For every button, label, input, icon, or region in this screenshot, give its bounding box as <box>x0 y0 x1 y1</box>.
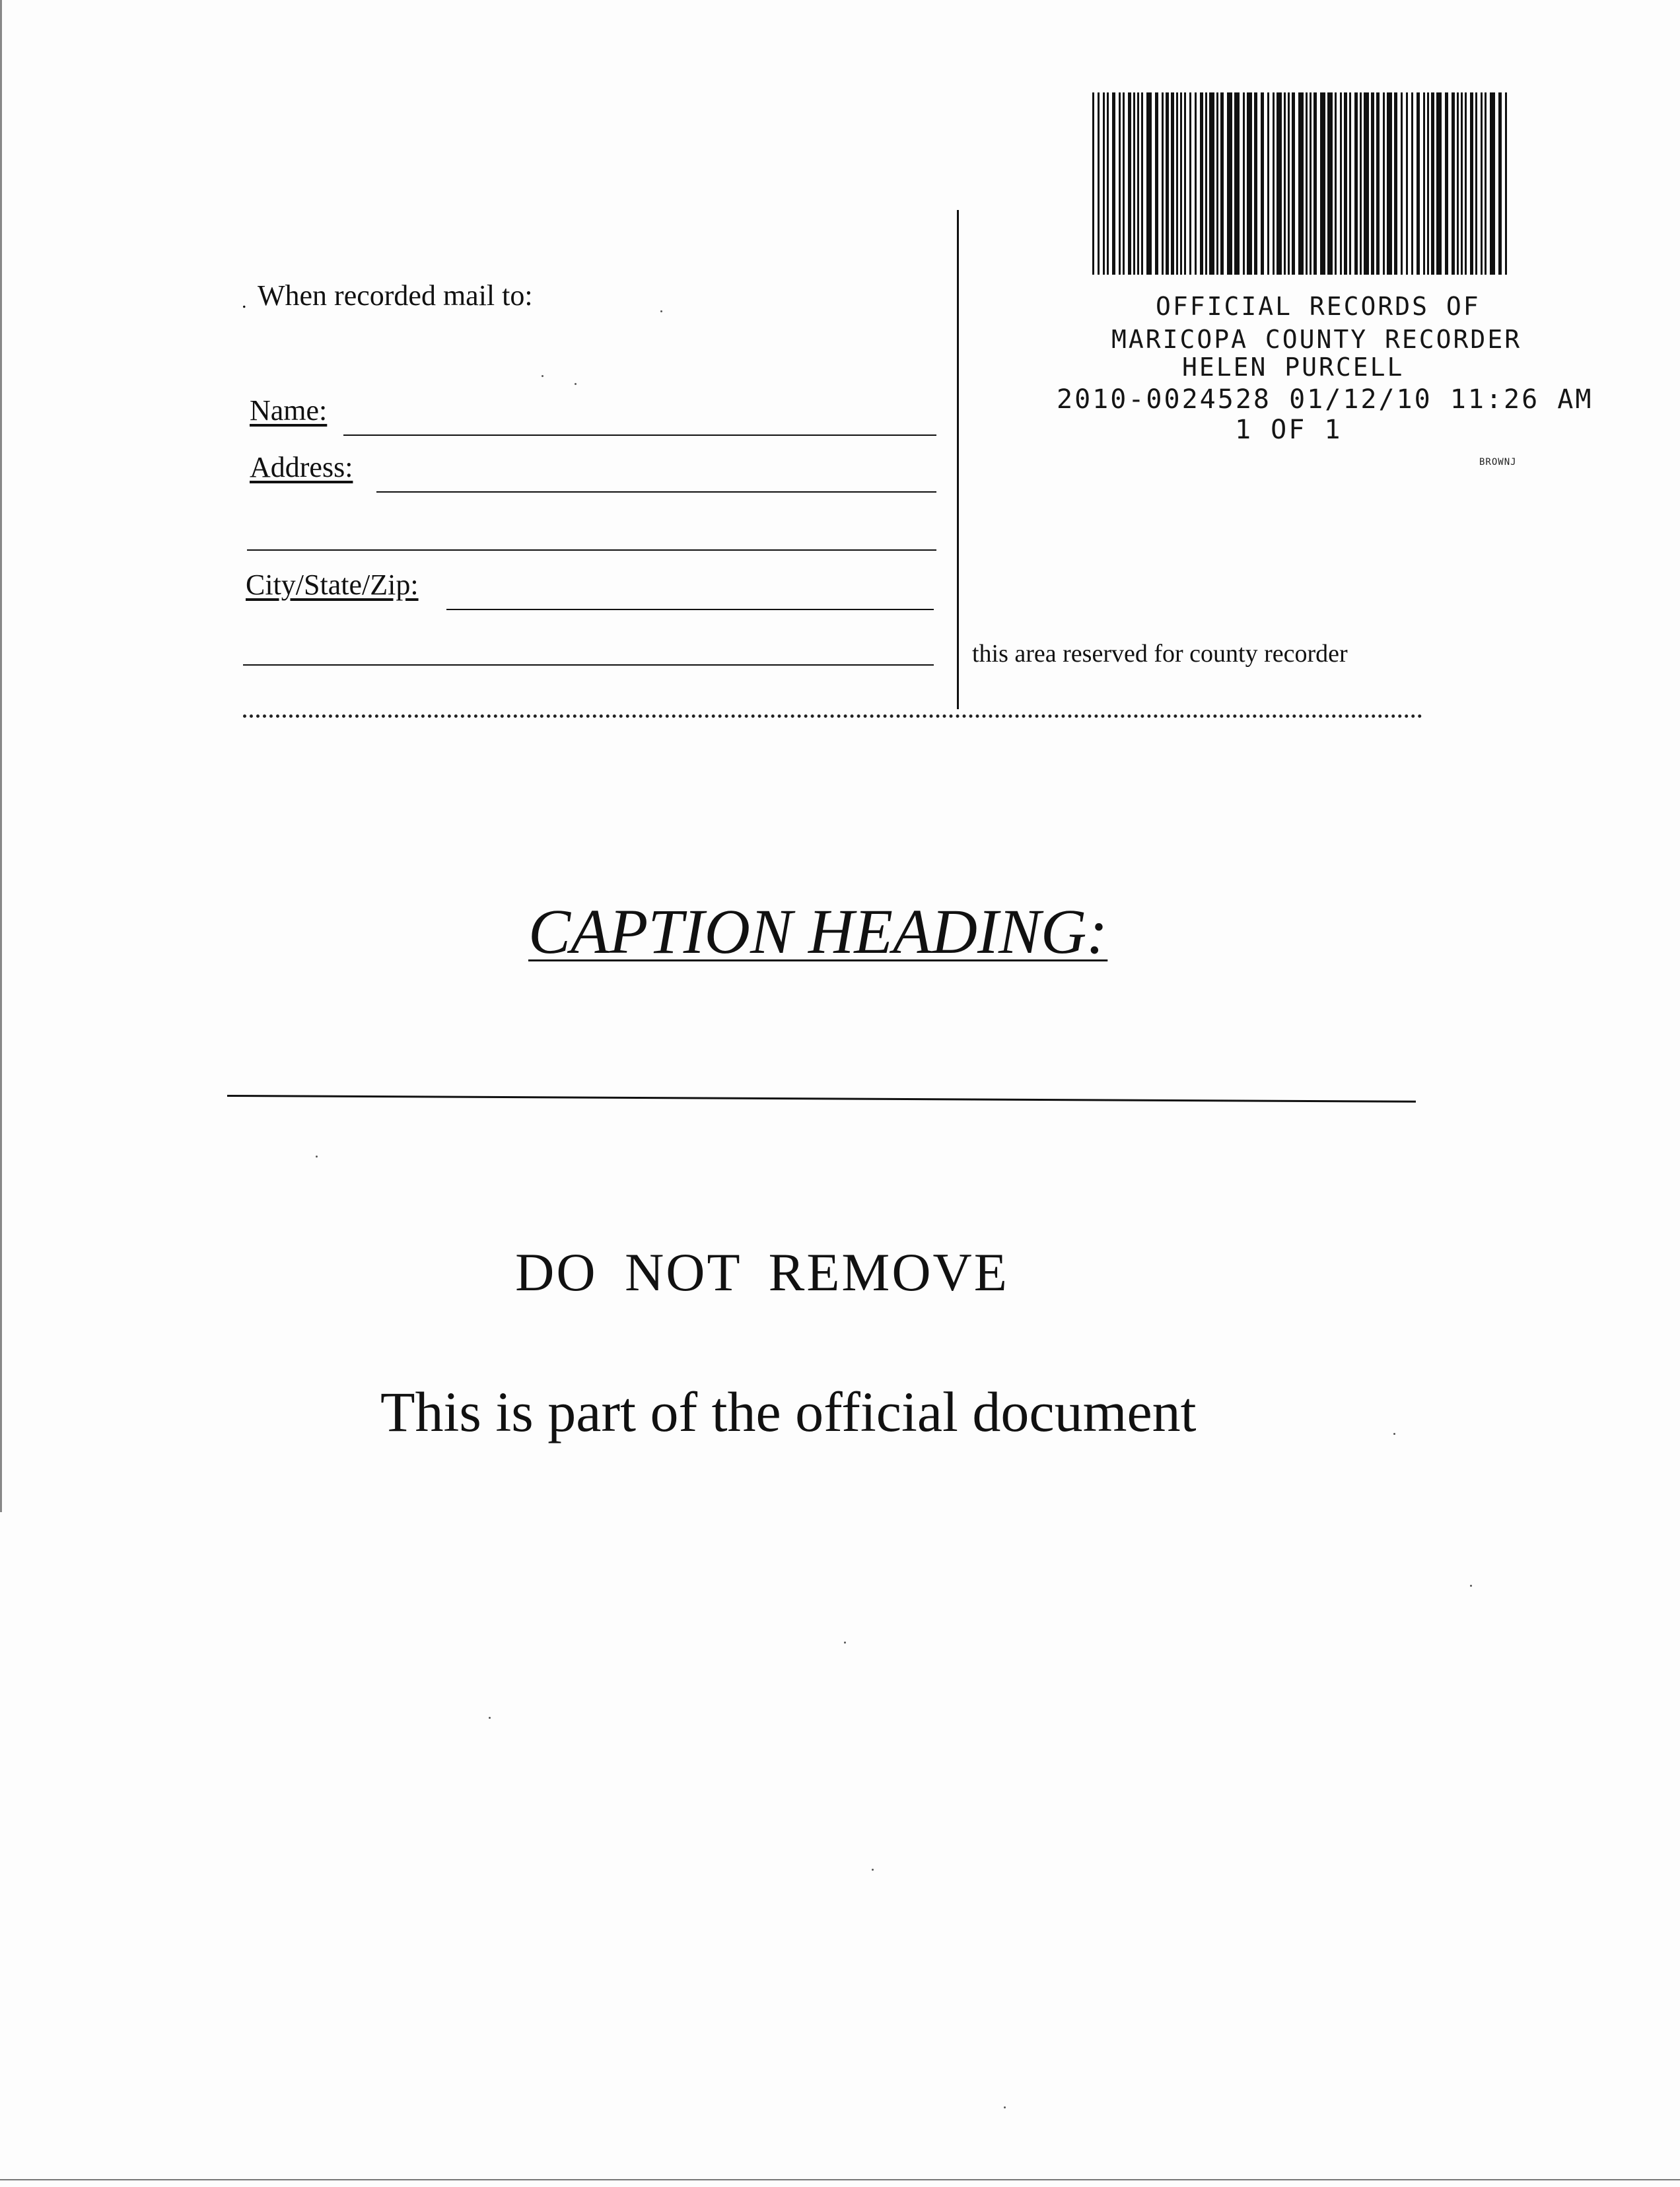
stamp-line-county-recorder: MARICOPA COUNTY RECORDER <box>1111 325 1522 354</box>
scan-speck <box>489 1717 491 1719</box>
barcode-bar <box>1200 92 1203 275</box>
barcode-bar <box>1417 92 1420 275</box>
barcode-bar <box>1498 92 1502 275</box>
barcode-bar <box>1166 92 1169 275</box>
scan-speck <box>872 1869 874 1871</box>
barcode-bar <box>1234 92 1240 275</box>
barcode-bar <box>1133 92 1135 275</box>
barcode-bar <box>1227 92 1232 275</box>
barcode-bar <box>1092 92 1094 275</box>
barcode-bar <box>1220 92 1224 275</box>
city-state-zip-label: City/State/Zip: <box>246 569 419 601</box>
barcode-bar <box>1103 92 1105 275</box>
barcode-bar <box>1461 92 1463 275</box>
scan-speck <box>844 1642 846 1644</box>
barcode-bar <box>1216 92 1218 275</box>
mail-to-heading <box>242 279 533 312</box>
barcode-bar <box>1340 92 1342 275</box>
barcode-bar <box>1284 92 1286 275</box>
official-document-notice: This is part of the official document <box>380 1380 1197 1443</box>
barcode-bar <box>1475 92 1477 275</box>
barcode-bar <box>1470 92 1473 275</box>
barcode-bar <box>1180 92 1182 275</box>
barcode-bar <box>1261 92 1264 275</box>
barcode-bar <box>1427 92 1429 275</box>
do-not-remove-notice: DO NOT REMOVE <box>515 1242 1009 1302</box>
barcode-bar <box>1162 92 1164 275</box>
barcode-bar <box>1112 92 1115 275</box>
scan-speck <box>660 310 662 312</box>
barcode-bar <box>1267 92 1269 275</box>
caption-rule <box>227 1095 1416 1103</box>
address-line-1 <box>376 491 936 493</box>
scan-speck <box>1004 2106 1006 2108</box>
barcode-bar <box>1205 92 1207 275</box>
recorder-reserved-note: this area reserved for county recorder <box>972 640 1348 668</box>
barcode-bar <box>1292 92 1295 275</box>
barcode-bar <box>1457 92 1459 275</box>
barcode-bar <box>1383 92 1385 275</box>
barcode-bar <box>1320 92 1325 275</box>
barcode-bar <box>1273 92 1275 275</box>
scan-speck <box>316 1156 318 1158</box>
city-state-zip-line <box>446 609 934 610</box>
barcode-bar <box>1128 92 1131 275</box>
barcode-bar <box>1465 92 1467 275</box>
mail-to-heading-text: When recorded mail to: <box>258 279 533 312</box>
stamp-line-recording-number: 2010-0024528 01/12/10 11:26 AM <box>1057 384 1593 415</box>
barcode-bar <box>1254 92 1257 275</box>
barcode-bar <box>1313 92 1317 275</box>
barcode-bar <box>1119 92 1121 275</box>
stamp-line-page-count: 1 OF 1 <box>1235 415 1343 445</box>
barcode-bar <box>1452 92 1455 275</box>
barcode-bar <box>1371 92 1374 275</box>
barcode-bar <box>1247 92 1252 275</box>
scan-speck <box>542 375 543 377</box>
barcode-bar <box>1146 92 1152 275</box>
barcode-bar <box>1406 92 1408 275</box>
barcode-bar <box>1431 92 1434 275</box>
barcode-bar <box>1310 92 1312 275</box>
stamp-clerk-id: BROWNJ <box>1479 457 1517 468</box>
barcode-bar <box>1123 92 1125 275</box>
barcode-bar <box>1445 92 1448 275</box>
barcode-bar <box>1306 92 1308 275</box>
barcode-bar <box>1155 92 1158 275</box>
barcode-bar <box>1423 92 1425 275</box>
barcode-bar <box>1394 92 1397 275</box>
barcode-bar <box>1481 92 1483 275</box>
extra-address-line <box>243 664 934 666</box>
recording-barcode <box>1090 92 1512 275</box>
barcode-bar <box>1411 92 1413 275</box>
stray-mark: . <box>242 291 247 312</box>
barcode-bar <box>1387 92 1392 275</box>
barcode-bar <box>1137 92 1139 275</box>
scan-speck <box>1470 1585 1472 1587</box>
barcode-bar <box>1277 92 1282 275</box>
address-label: Address: <box>250 451 353 483</box>
barcode-bar <box>1376 92 1380 275</box>
barcode-bar <box>1098 92 1100 275</box>
barcode-bar <box>1490 92 1495 275</box>
barcode-bar <box>1298 92 1304 275</box>
barcode-bar <box>1189 92 1191 275</box>
barcode-bar <box>1344 92 1347 275</box>
barcode-bar <box>1107 92 1109 275</box>
recorder-area-divider <box>957 210 959 709</box>
header-dotted-rule <box>243 714 1422 718</box>
barcode-bar <box>1349 92 1351 275</box>
barcode-bar <box>1243 92 1245 275</box>
barcode-bar <box>1335 92 1337 275</box>
barcode-bar <box>1360 92 1362 275</box>
barcode-bar <box>1485 92 1487 275</box>
stamp-line-recorder-name: HELEN PURCELL <box>1182 353 1405 382</box>
barcode-bar <box>1184 92 1186 275</box>
barcode-bar <box>1176 92 1178 275</box>
barcode-bar <box>1505 92 1507 275</box>
notice-block <box>0 1241 1680 1303</box>
barcode-bar <box>1364 92 1369 275</box>
barcode-bar <box>1436 92 1442 275</box>
scan-speck <box>575 383 577 385</box>
barcode-bar <box>1141 92 1143 275</box>
scan-edge-bottom <box>0 2179 1680 2180</box>
address-line-2 <box>247 549 936 551</box>
stamp-line-official-records: OFFICIAL RECORDS OF <box>1156 292 1481 321</box>
barcode-bar <box>1195 92 1197 275</box>
barcode-bar <box>1288 92 1290 275</box>
name-label: Name: <box>250 394 328 427</box>
caption-heading: CAPTION HEADING: <box>528 896 1108 967</box>
barcode-bar <box>1327 92 1333 275</box>
scan-speck <box>1393 1433 1395 1435</box>
barcode-bar <box>1354 92 1358 275</box>
barcode-bar <box>1171 92 1174 275</box>
barcode-bar <box>1209 92 1214 275</box>
barcode-bar <box>1401 92 1403 275</box>
name-line <box>343 434 936 436</box>
